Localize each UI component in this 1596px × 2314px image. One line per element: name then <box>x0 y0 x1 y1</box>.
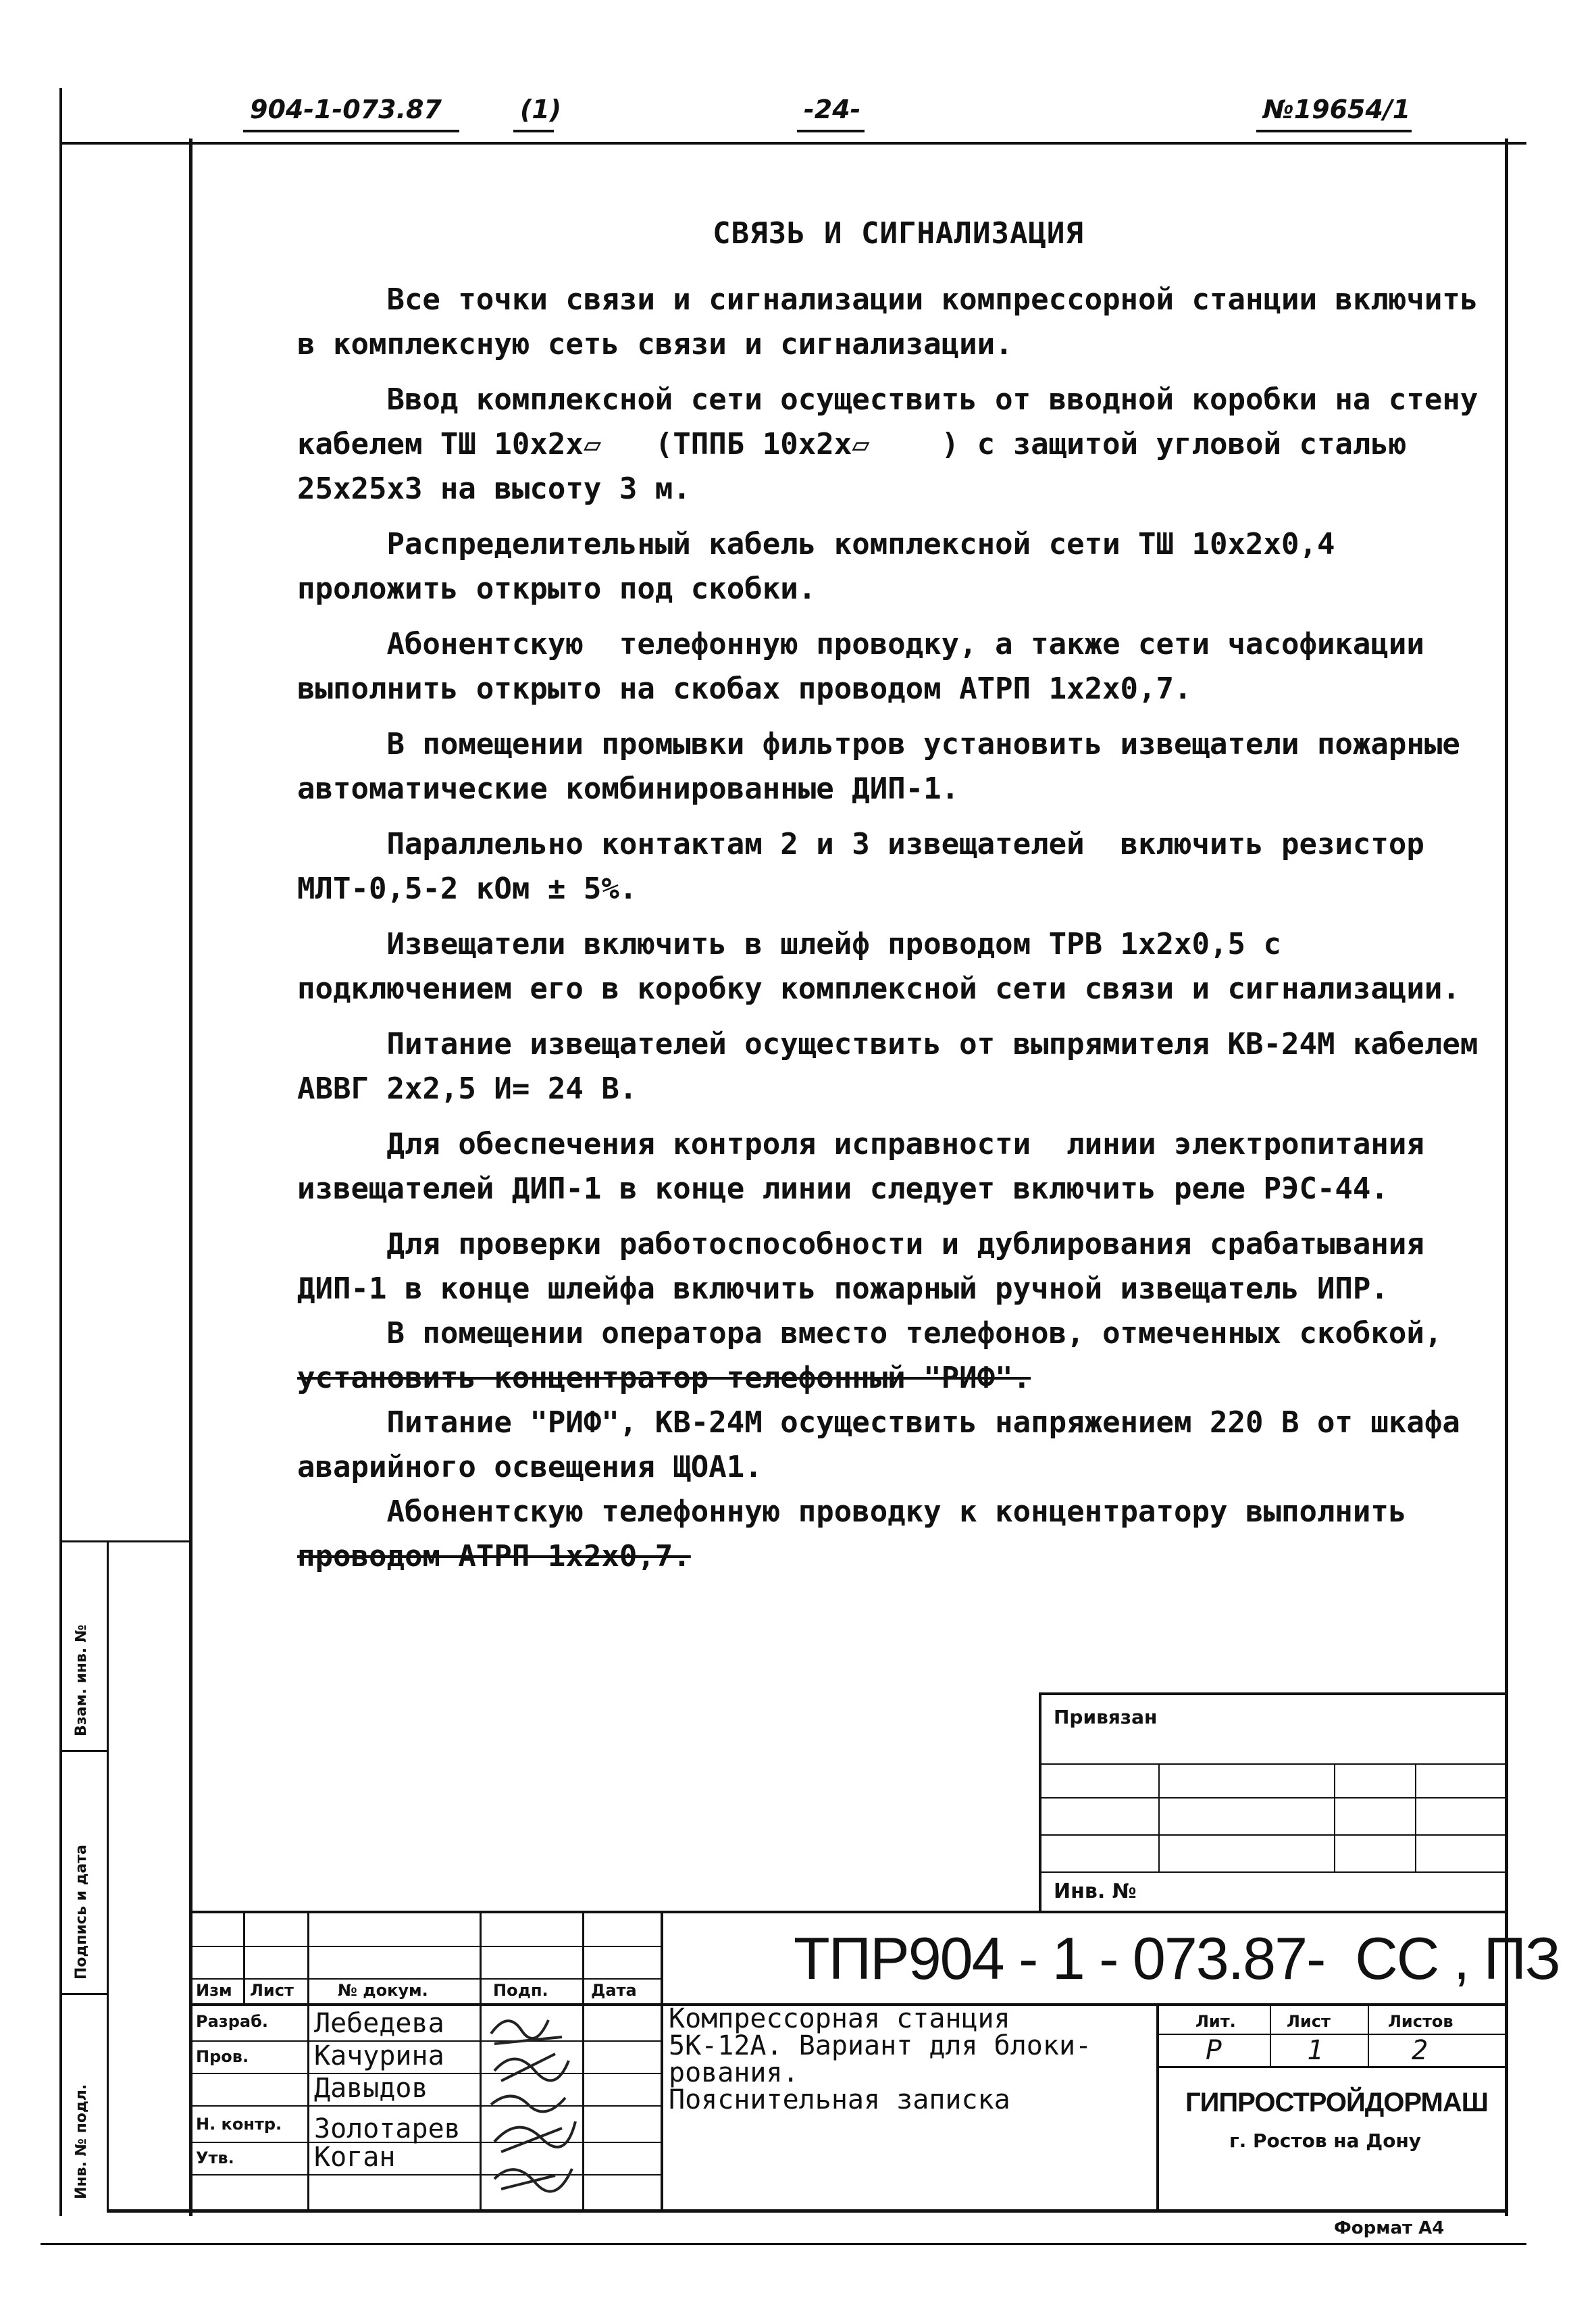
revision-mark: (1) <box>520 95 562 124</box>
name-3: Давыдов <box>314 2073 428 2104</box>
grid-col <box>307 1911 309 2211</box>
binding-box-left <box>1039 1692 1041 1912</box>
inner-frame-right <box>1505 139 1508 2216</box>
paragraph: Извещатели включить в шлейф проводом ТРВ 1x2x0,5 с подключением его в коробку комплексной сети связи и сигнализации. <box>297 927 1460 1006</box>
binding-box-top <box>1040 1692 1506 1695</box>
paper-format: Формат А4 <box>1334 2218 1445 2238</box>
side-strip-divider <box>62 1993 108 1995</box>
binding-col <box>1415 1763 1416 1871</box>
inventory-number: №19654/1 <box>1263 95 1411 124</box>
doc-ref: 904-1-073.87 <box>250 95 442 124</box>
paragraph: Параллельно контактам 2 и 3 извещателей включить резистор МЛТ-0,5-2 кОм ± 5%. <box>297 827 1443 906</box>
sheet-label: Лист <box>1287 2012 1331 2031</box>
organization-city: г. Ростов на Дону <box>1229 2130 1422 2152</box>
name-checked: Качурина <box>314 2040 444 2071</box>
grid-col <box>243 1911 245 2005</box>
side-strip-divider <box>62 1540 190 1542</box>
paragraph-text: Абонентскую телефонную проводку к концентратору выполнить <box>297 1494 1407 1529</box>
title-block-top <box>190 1911 1506 1913</box>
grid-row <box>190 2174 661 2175</box>
info-row <box>1158 2066 1505 2068</box>
page-bottom-line <box>41 2243 1526 2245</box>
binding-col <box>1158 1763 1160 1871</box>
inventory-underline <box>1256 130 1412 132</box>
inventory-label: Инв. № <box>1054 1880 1137 1903</box>
struck-text: установить концентратор телефонный "РИФ". <box>297 1361 1031 1395</box>
sheet-value: 1 <box>1307 2035 1324 2066</box>
info-col <box>1368 2005 1369 2067</box>
section-title: СВЯЗЬ И СИГНАЛИЗАЦИЯ <box>713 216 1084 251</box>
doc-ref-underline <box>243 130 459 132</box>
paragraph: Абонентскую телефонную проводку, а также сети часофикации выполнить открыто на скобах проводом АТРП 1x2x0,7. <box>297 627 1443 706</box>
page-number: -24- <box>804 95 861 124</box>
description-line: 5К-12А. Вариант для блоки- <box>669 2030 1092 2061</box>
name-approved: Коган <box>314 2142 396 2173</box>
drawing-code: ТПР904 - 1 - 073.87- СС , ПЗ <box>794 1925 1560 1992</box>
col-header-date: Дата <box>591 1981 637 2000</box>
sheets-value: 2 <box>1412 2035 1428 2066</box>
inner-frame-bottom <box>108 2209 1508 2213</box>
description-line: рования. <box>669 2057 799 2088</box>
paragraph: Для обеспечения контроля исправности линии электропитания извещателей ДИП-1 в конце линии следует включить реле РЭС-44. <box>297 1127 1443 1206</box>
side-label-replacement-inventory: Взам. инв. № <box>73 1624 90 1736</box>
binding-col <box>1334 1763 1335 1871</box>
side-strip-divider <box>62 1750 108 1752</box>
page-number-underline <box>797 130 865 132</box>
paragraph: Распределительный кабель комплексной сети ТШ 10x2x0,4 проложить открыто под скобки. <box>297 527 1353 606</box>
outer-border-left <box>59 88 62 2216</box>
grid-col <box>582 1911 584 2211</box>
side-strip-right <box>107 1540 109 2213</box>
paragraph: В помещении промывки фильтров установить извещатели пожарные автоматические комбинированные ДИП-1. <box>297 727 1478 806</box>
role-approved: Утв. <box>196 2148 234 2167</box>
role-checked: Пров. <box>196 2047 249 2066</box>
inner-frame-left <box>189 139 192 2216</box>
grid-row <box>190 1978 661 1980</box>
info-col <box>1270 2005 1271 2067</box>
description-line: Компрессорная станция <box>669 2003 1010 2034</box>
paragraph: Питание "РИФ", КВ-24М осуществить напряжением 220 В от шкафа аварийного освещения ЩОА1. <box>297 1405 1478 1484</box>
description-line: Пояснительная записка <box>669 2084 1010 2115</box>
binding-row <box>1040 1871 1506 1873</box>
paragraph: Все точки связи и сигнализации компрессорной станции включить в комплексную сеть связи и сигнализации. <box>297 282 1496 361</box>
outer-border-top <box>61 142 1526 145</box>
document-body <box>297 203 1499 1590</box>
role-norm-control: Н. контр. <box>196 2115 282 2134</box>
grid-row <box>190 1946 661 1947</box>
revision-underline <box>513 130 554 132</box>
lit-label: Лит. <box>1195 2012 1236 2031</box>
binding-row <box>1040 1763 1506 1765</box>
title-block-code-left <box>661 1911 663 2211</box>
col-header-list: Лист <box>250 1981 294 2000</box>
name-developer: Лебедева <box>314 2008 444 2039</box>
paragraph: Питание извещателей осуществить от выпрямителя КВ-24М кабелем АВВГ 2x2,5 И= 24 В. <box>297 1027 1496 1106</box>
col-header-sign: Подп. <box>493 1981 548 2000</box>
paragraph-text: В помещении оператора вместо телефонов, отмеченных скобкой, <box>297 1316 1443 1351</box>
sheets-label: Листов <box>1388 2012 1453 2031</box>
binding-label: Привязан <box>1054 1706 1158 1728</box>
organization-name: ГИПРОСТРОЙДОРМАШ <box>1185 2088 1488 2117</box>
paragraph <box>297 1490 1499 1579</box>
binding-row <box>1040 1834 1506 1836</box>
lit-value: Р <box>1206 2035 1222 2066</box>
paragraph <box>297 1311 1499 1401</box>
side-label-signature-date: Подпись и дата <box>73 1844 90 1980</box>
grid-row <box>190 2105 661 2107</box>
col-header-doc: № докум. <box>338 1981 428 2000</box>
side-label-original-inventory: Инв. № подл. <box>73 2084 90 2199</box>
col-header-izm: Изм <box>196 1981 232 2000</box>
paragraph: Для проверки работоспособности и дублирования срабатывания ДИП-1 в конце шлейфа включить пожарный ручной извещатель ИПР. <box>297 1227 1443 1306</box>
role-developer: Разраб. <box>196 2012 268 2031</box>
struck-text: проводом АТРП 1x2x0,7. <box>297 1539 691 1574</box>
binding-row <box>1040 1797 1506 1799</box>
paragraph: Ввод комплексной сети осуществить от вводной коробки на стену кабелем ТШ 10x2x▱ (ТППБ 10x2x▱ ) с защитой угловой сталью 25x25x3 на высоту 3 м. <box>297 382 1496 506</box>
name-norm-control: Золотарев <box>314 2113 461 2144</box>
signatures <box>481 2007 582 2209</box>
